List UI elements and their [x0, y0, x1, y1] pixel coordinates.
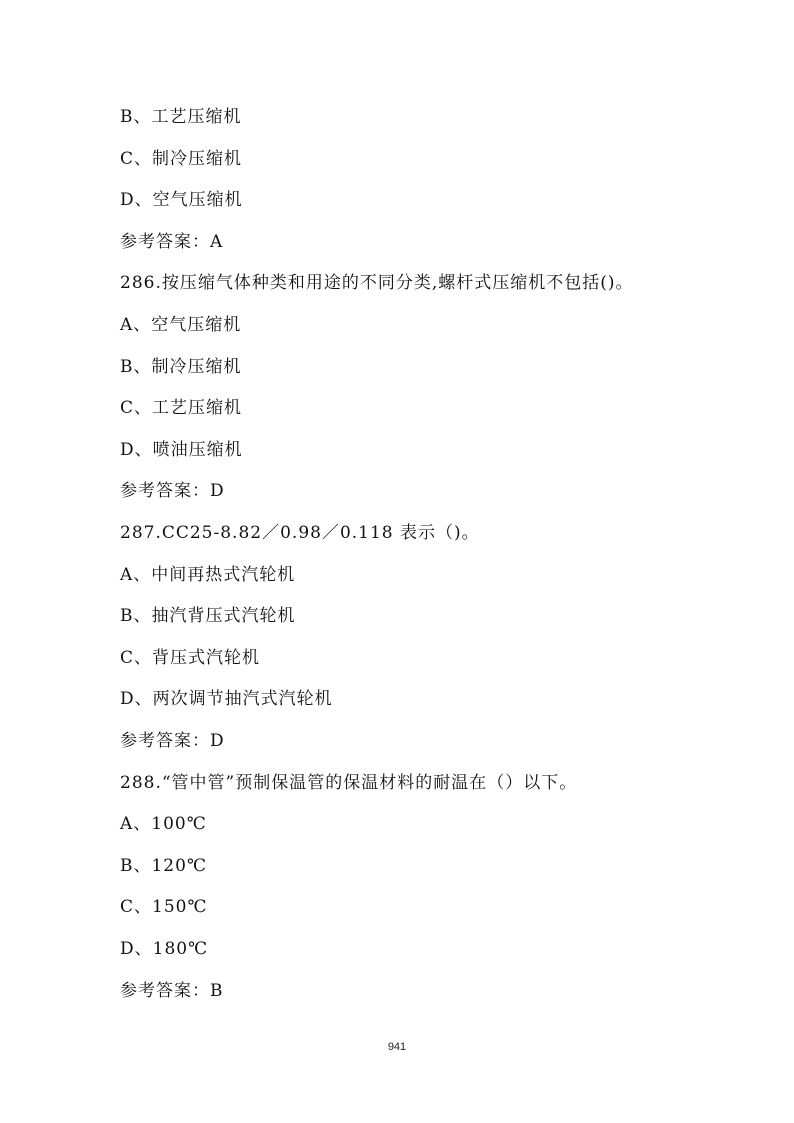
- option-a-q286: A、空气压缩机: [120, 315, 242, 335]
- option-d-q288: D、180℃: [120, 939, 209, 959]
- question-287: 287.CC25-8.82／0.98／0.118 表示（)。: [120, 523, 480, 543]
- option-d-q287: D、两次调节抽汽式汽轮机: [120, 689, 333, 709]
- answer-q287: 参考答案：D: [120, 731, 225, 751]
- option-c-q285: C、制冷压缩机: [120, 149, 243, 169]
- answer-q285: 参考答案：A: [120, 232, 224, 252]
- question-288: 288.“管中管”预制保温管的保温材料的耐温在（）以下。: [120, 773, 578, 793]
- page-number: 941: [387, 1041, 407, 1053]
- option-c-q288: C、150℃: [120, 897, 208, 917]
- option-b-q286: B、制冷压缩机: [120, 357, 242, 377]
- option-c-q286: C、工艺压缩机: [120, 398, 243, 418]
- question-286: 286.按压缩气体种类和用途的不同分类,螺杆式压缩机不包括()。: [120, 273, 634, 293]
- option-a-q287: A、中间再热式汽轮机: [120, 565, 296, 585]
- option-d-q285: D、空气压缩机: [120, 190, 243, 210]
- answer-q288: 参考答案：B: [120, 981, 224, 1001]
- option-b-q287: B、抽汽背压式汽轮机: [120, 606, 296, 626]
- option-b-q285: B、工艺压缩机: [120, 107, 242, 127]
- option-a-q288: A、100℃: [120, 814, 207, 834]
- option-d-q286: D、喷油压缩机: [120, 440, 243, 460]
- option-b-q288: B、120℃: [120, 856, 207, 876]
- option-c-q287: C、背压式汽轮机: [120, 648, 261, 668]
- answer-q286: 参考答案：D: [120, 481, 225, 501]
